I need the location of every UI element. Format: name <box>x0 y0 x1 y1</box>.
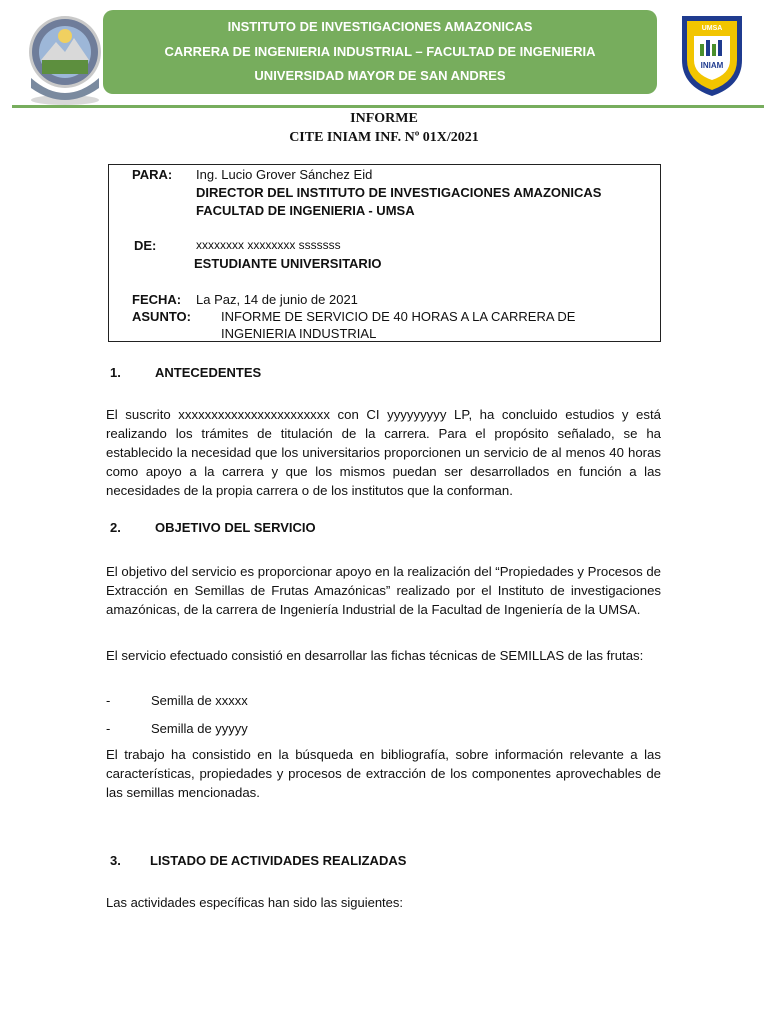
section-2-title: OBJETIVO DEL SERVICIO <box>155 520 316 535</box>
header-institute: INSTITUTO DE INVESTIGACIONES AMAZONICAS <box>227 19 533 34</box>
header-divider <box>12 105 764 108</box>
section-3-paragraph: Las actividades específicas han sido las siguientes: <box>106 895 404 910</box>
section-1-paragraph: El suscrito xxxxxxxxxxxxxxxxxxxxxxx con CI yyyyyyyyy LP, ha concluido estudios y está realizando los trámites de titulación de la carrera. Para el propósito señalado, se ha establecido la necesidad que los universitarios proporcionen un servicio de al menos 40 horas como apoyo a la carrera y que los mismos puedan ser desarrollados en función a las necesidades de la propia carrera o de los institutos que la conforman. <box>106 407 661 498</box>
section-1-title: ANTECEDENTES <box>155 365 262 380</box>
section-2-paragraph-1: El objetivo del servicio es proporcionar apoyo en la realización del “Propiedades y Procesos de Extracción en Semillas de Frutas Amazónicas” realizado por el Instituto de investigaciones amazónicas, de la carrera de Ingeniería Industrial de la Facultad de Ingeniería de la UMSA. <box>106 564 661 617</box>
document-cite: CITE INIAM INF. Nº 01X/2021 <box>289 130 479 145</box>
section-2-paragraph-3: El trabajo ha consistido en la búsqueda en bibliografía, sobre información relevante a las características, propiedades y procesos de extracción de los componentes aprovechables de las semillas mencionadas. <box>106 747 661 800</box>
asunto-label: ASUNTO: <box>132 309 191 324</box>
section-2-number: 2. <box>110 520 121 535</box>
asunto-line-2: INGENIERIA INDUSTRIAL <box>221 326 377 341</box>
para-label: PARA: <box>132 167 173 182</box>
para-role-1: DIRECTOR DEL INSTITUTO DE INVESTIGACIONES AMAZONICAS <box>196 185 602 200</box>
section-3-title: LISTADO DE ACTIVIDADES REALIZADAS <box>150 853 407 868</box>
document-title: INFORME <box>350 111 418 126</box>
bullet-mark-1: - <box>106 693 111 708</box>
section-2-paragraph-2: El servicio efectuado consistió en desarrollar las fichas técnicas de SEMILLAS de las frutas: <box>106 648 644 663</box>
de-label: DE: <box>134 238 157 253</box>
fecha-value: La Paz, 14 de junio de 2021 <box>196 292 358 307</box>
header-university: UNIVERSIDAD MAYOR DE SAN ANDRES <box>254 68 506 83</box>
header-banner <box>103 10 657 94</box>
header-career: CARRERA DE INGENIERIA INDUSTRIAL – FACULTAD DE INGENIERIA <box>164 44 596 59</box>
para-name: Ing. Lucio Grover Sánchez Eid <box>196 167 373 182</box>
bullet-mark-2: - <box>106 721 111 736</box>
para-role-2: FACULTAD DE INGENIERIA - UMSA <box>196 203 415 218</box>
section-1-number: 1. <box>110 365 121 380</box>
umsa-seal-logo <box>26 8 104 106</box>
list-item: Semilla de xxxxx <box>151 693 248 708</box>
de-role: ESTUDIANTE UNIVERSITARIO <box>194 256 382 271</box>
list-item: Semilla de yyyyy <box>151 721 248 736</box>
asunto-line-1: INFORME DE SERVICIO DE 40 HORAS A LA CARRERA DE <box>221 309 576 324</box>
iniam-logo <box>678 10 746 98</box>
section-3-number: 3. <box>110 853 121 868</box>
iniam-logo-umsa: UMSA <box>701 25 723 32</box>
de-name: xxxxxxxx xxxxxxxx sssssss <box>196 238 341 252</box>
iniam-logo-name: INIAM <box>700 61 724 70</box>
fecha-label: FECHA: <box>132 292 182 307</box>
